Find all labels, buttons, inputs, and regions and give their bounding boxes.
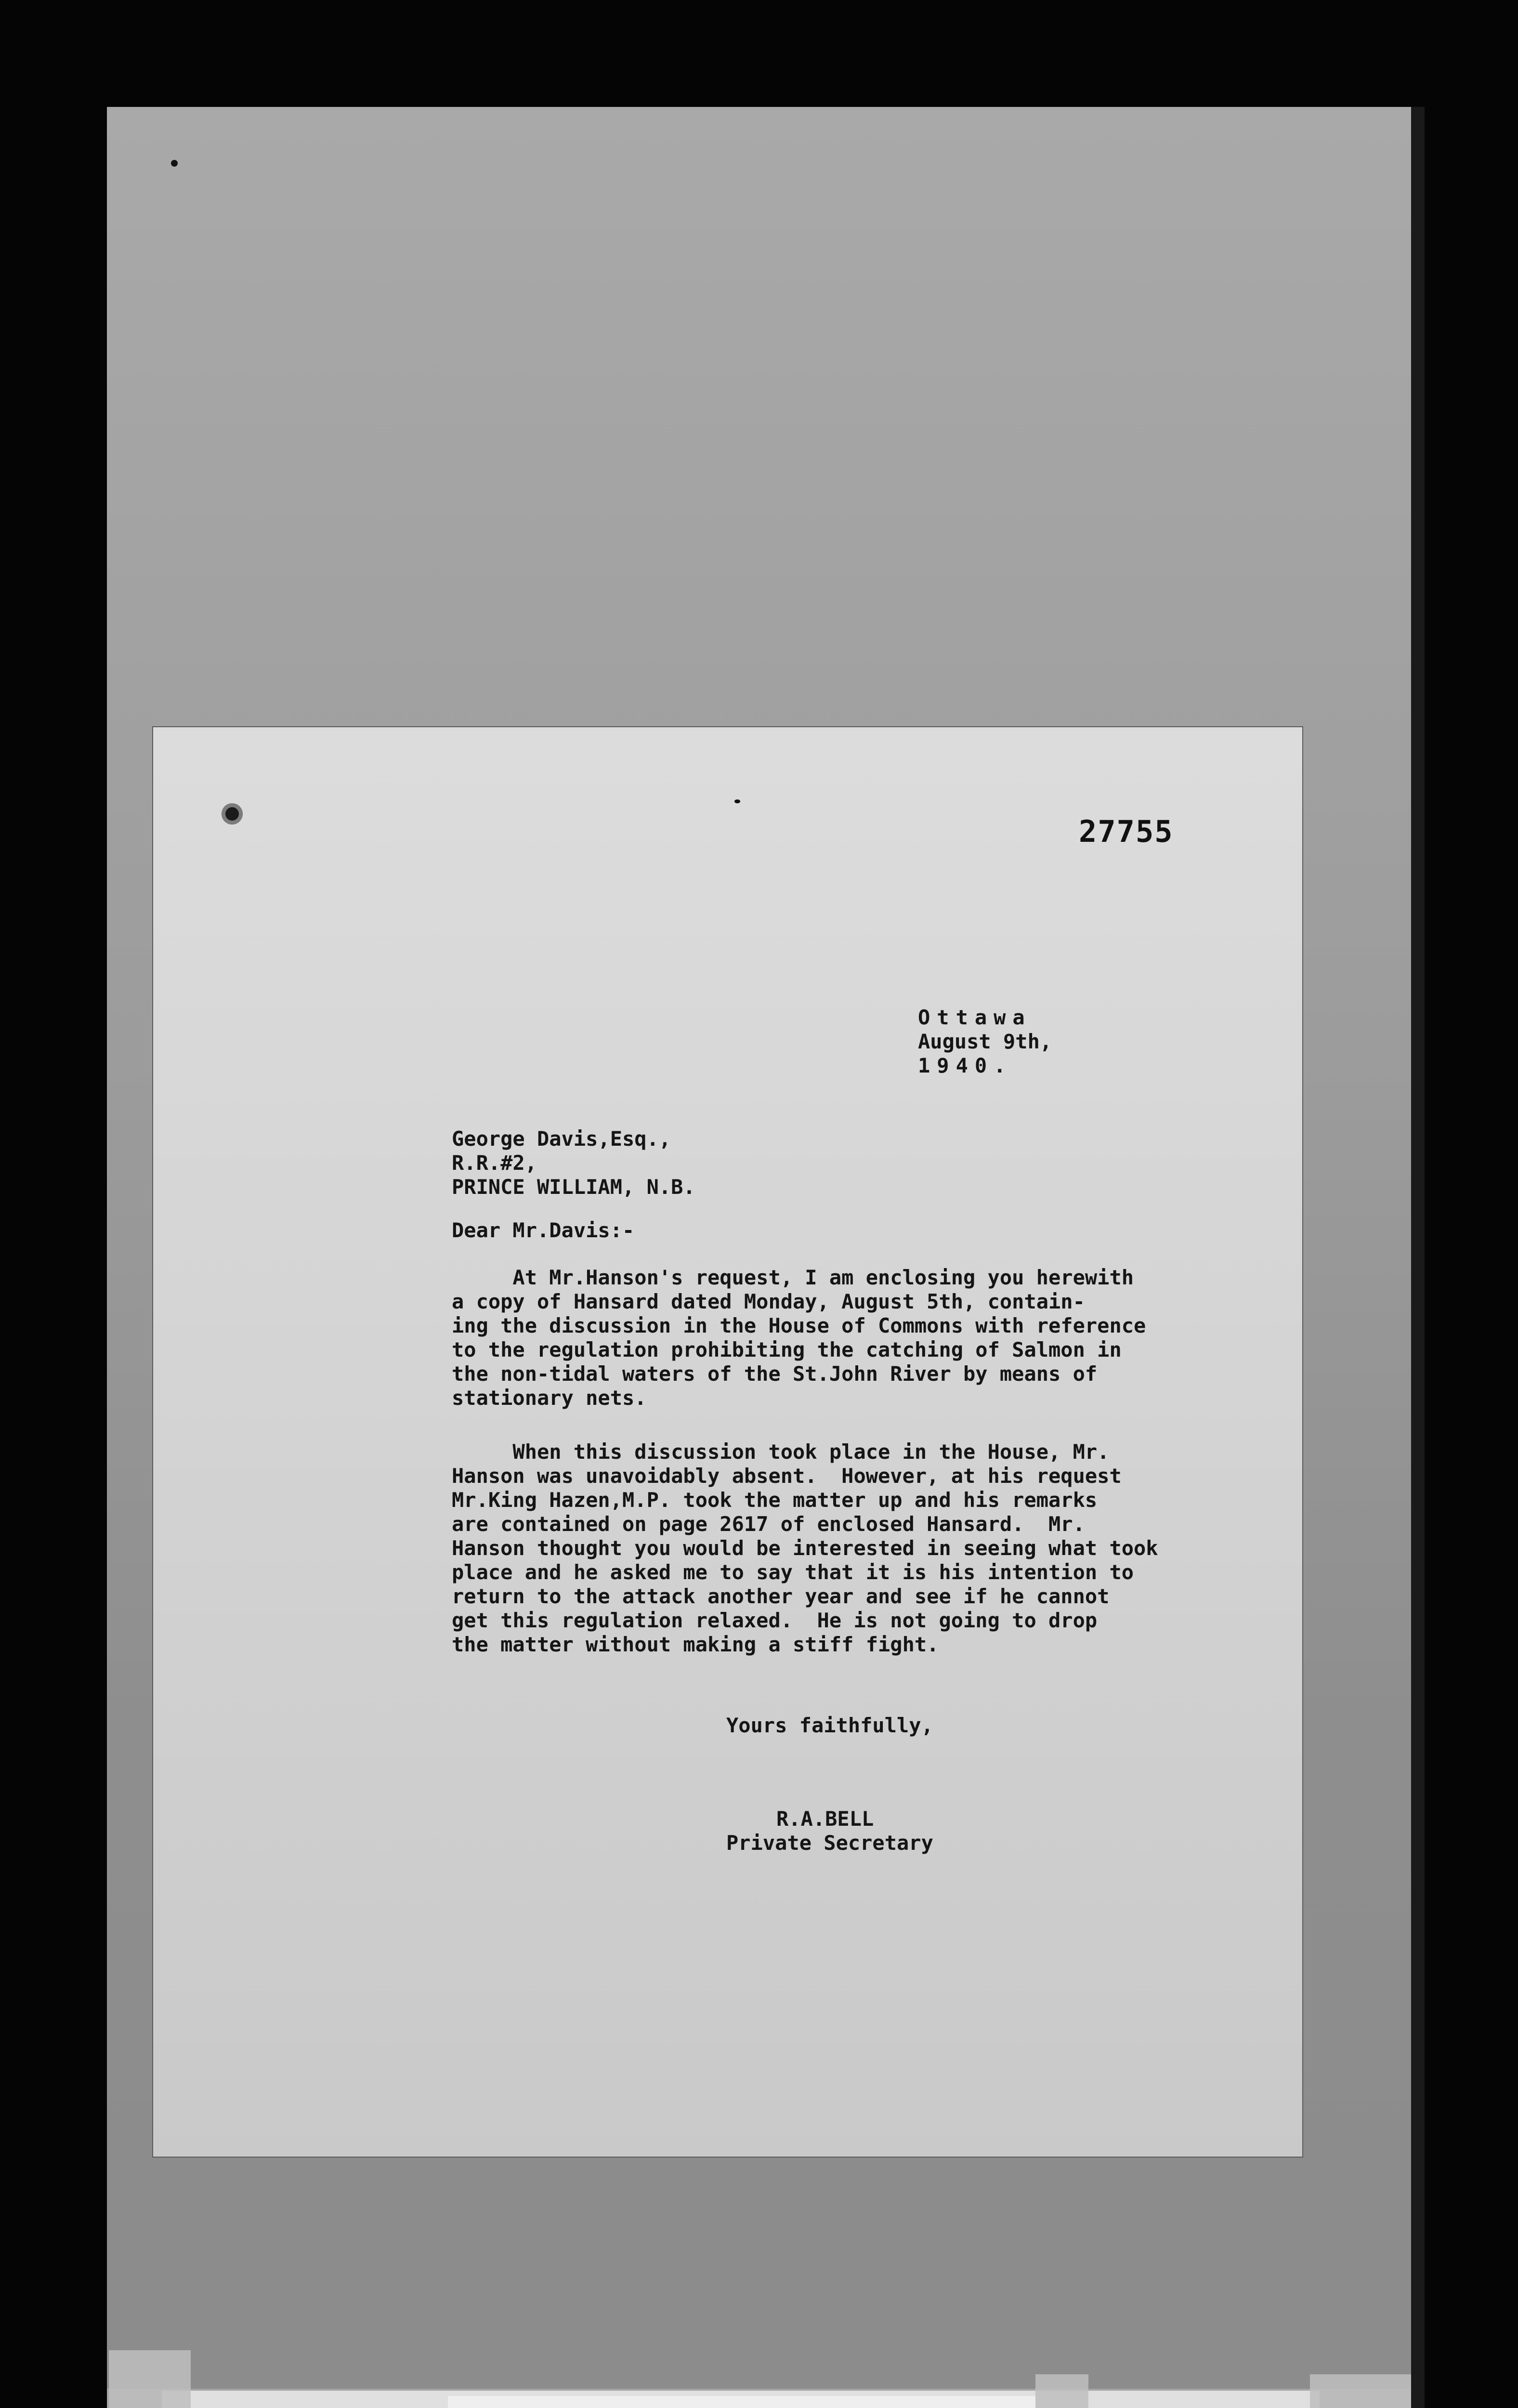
mount-edge-shadow [1411, 107, 1425, 2408]
salutation: Dear Mr.Davis:- [452, 1218, 635, 1242]
document-number: 27755 [1079, 814, 1174, 849]
tape-piece [109, 2350, 191, 2408]
signature-title: Private Secretary [726, 1831, 933, 1855]
letter-paragraph-2: When this discussion took place in the House, Mr. Hanson was unavoidably absent. However, at his request Mr.King Hazen,M.P. took the matter up and his remarks are contained on page 2617 of enclosed Hansard. Mr. Hanson thought you would be interested in seeing what took place and he asked me to say that it is his intention to return to the attack another year and see if he cannot get this regulation relaxed. He is not going to drop the matter without making a stiff fight. [452, 1440, 1158, 1656]
letter-year: 1940. [918, 1054, 1013, 1077]
dust-speck [171, 160, 178, 167]
punch-hole [222, 803, 243, 824]
tape-piece [1310, 2374, 1411, 2408]
letter-paragraph-1: At Mr.Hanson's request, I am enclosing you herewith a copy of Hansard dated Monday, August 5th, contain- ing the discussion in the House of Commons with reference to the regulation prohibiting the catching of Salmon in the non-tidal waters of the St.John River by means of stationary nets. [452, 1266, 1146, 1410]
recipient-location: PRINCE WILLIAM, N.B. [452, 1175, 695, 1199]
recipient-route: R.R.#2, [452, 1151, 537, 1175]
letter-closing: Yours faithfully, [726, 1714, 933, 1737]
letter-place: Ottawa [918, 1006, 1032, 1029]
tape-piece [1035, 2374, 1088, 2408]
signature-name: R.A.BELL [776, 1807, 874, 1831]
letter-date: August 9th, [918, 1030, 1052, 1053]
dust-speck [734, 799, 740, 803]
recipient-name: George Davis,Esq., [452, 1127, 671, 1151]
volume-label-strip [448, 2396, 1035, 2408]
